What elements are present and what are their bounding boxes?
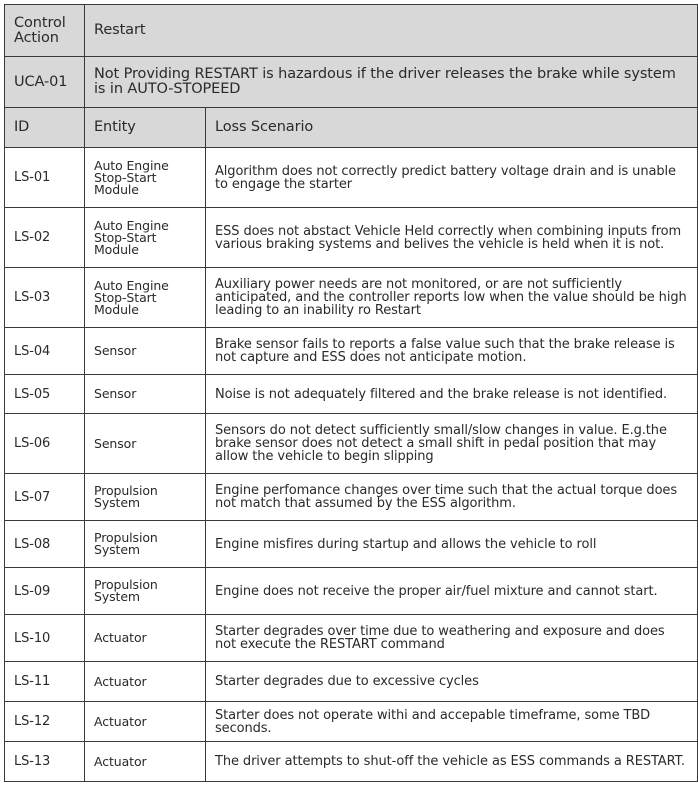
row-scenario: Noise is not adequately filtered and the brake release is not identified.: [206, 375, 698, 414]
row-entity: Actuator: [85, 742, 206, 782]
row-id: LS-02: [5, 208, 85, 268]
table-row: [5, 208, 698, 268]
row-scenario: Brake sensor fails to reports a false value such that the brake release is not capture and ESS does not anticipate motion.: [206, 328, 698, 375]
column-header-id: ID: [5, 108, 85, 148]
table-row: [5, 568, 698, 615]
uca-id: UCA-01: [5, 57, 85, 108]
control-action-label: Control Action: [5, 5, 85, 57]
row-scenario: Algorithm does not correctly predict battery voltage drain and is unable to engage the starter: [206, 148, 698, 208]
table-row: [5, 662, 698, 702]
row-scenario: Starter degrades due to excessive cycles: [206, 662, 698, 702]
row-entity: Actuator: [85, 702, 206, 742]
row-id: LS-09: [5, 568, 85, 615]
table-row: [5, 268, 698, 328]
column-header-entity: Entity: [85, 108, 206, 148]
row-scenario: ESS does not abstact Vehicle Held correctly when combining inputs from various braking systems and belives the vehicle is held when it is not.: [206, 208, 698, 268]
row-entity: Sensor: [85, 375, 206, 414]
loss-scenario-table: [4, 4, 698, 782]
uca-text: Not Providing RESTART is hazardous if the driver releases the brake while system is in AUTO-STOPEED: [85, 57, 698, 108]
row-scenario: Engine perfomance changes over time such that the actual torque does not match that assumed by the ESS algorithm.: [206, 474, 698, 521]
row-id: LS-08: [5, 521, 85, 568]
row-entity: Sensor: [85, 328, 206, 375]
row-entity: Auto Engine Stop-Start Module: [85, 208, 206, 268]
row-id: LS-05: [5, 375, 85, 414]
row-id: LS-10: [5, 615, 85, 662]
row-scenario: Starter does not operate withi and accepable timeframe, some TBD seconds.: [206, 702, 698, 742]
row-id: LS-07: [5, 474, 85, 521]
row-id: LS-13: [5, 742, 85, 782]
control-action-row: [5, 5, 698, 57]
table-row: [5, 702, 698, 742]
row-id: LS-12: [5, 702, 85, 742]
row-entity: Actuator: [85, 662, 206, 702]
row-id: LS-11: [5, 662, 85, 702]
row-entity: Propulsion System: [85, 521, 206, 568]
row-scenario: Sensors do not detect sufficiently small/slow changes in value. E.g.the brake sensor does not detect a small shift in pedal position that may allow the vehicle to begin slipping: [206, 414, 698, 474]
row-entity: Propulsion System: [85, 568, 206, 615]
row-scenario: Auxiliary power needs are not monitored, or are not sufficiently anticipated, and the controller reports low when the value should be high leading to an inability ro Restart: [206, 268, 698, 328]
column-header-row: [5, 108, 698, 148]
table-row: [5, 148, 698, 208]
table-row: [5, 521, 698, 568]
control-action-value: Restart: [85, 5, 698, 57]
table-row: [5, 375, 698, 414]
row-id: LS-04: [5, 328, 85, 375]
table-row: [5, 328, 698, 375]
table-row: [5, 474, 698, 521]
row-entity: Propulsion System: [85, 474, 206, 521]
row-id: LS-01: [5, 148, 85, 208]
row-id: LS-06: [5, 414, 85, 474]
column-header-scenario: Loss Scenario: [206, 108, 698, 148]
row-scenario: Starter degrades over time due to weathering and exposure and does not execute the RESTART command: [206, 615, 698, 662]
row-scenario: The driver attempts to shut-off the vehicle as ESS commands a RESTART.: [206, 742, 698, 782]
table-row: [5, 414, 698, 474]
row-entity: Auto Engine Stop-Start Module: [85, 148, 206, 208]
row-scenario: Engine misfires during startup and allows the vehicle to roll: [206, 521, 698, 568]
row-entity: Sensor: [85, 414, 206, 474]
row-entity: Actuator: [85, 615, 206, 662]
table-row: [5, 615, 698, 662]
table-row: [5, 742, 698, 782]
row-entity: Auto Engine Stop-Start Module: [85, 268, 206, 328]
row-id: LS-03: [5, 268, 85, 328]
uca-row: [5, 57, 698, 108]
row-scenario: Engine does not receive the proper air/fuel mixture and cannot start.: [206, 568, 698, 615]
